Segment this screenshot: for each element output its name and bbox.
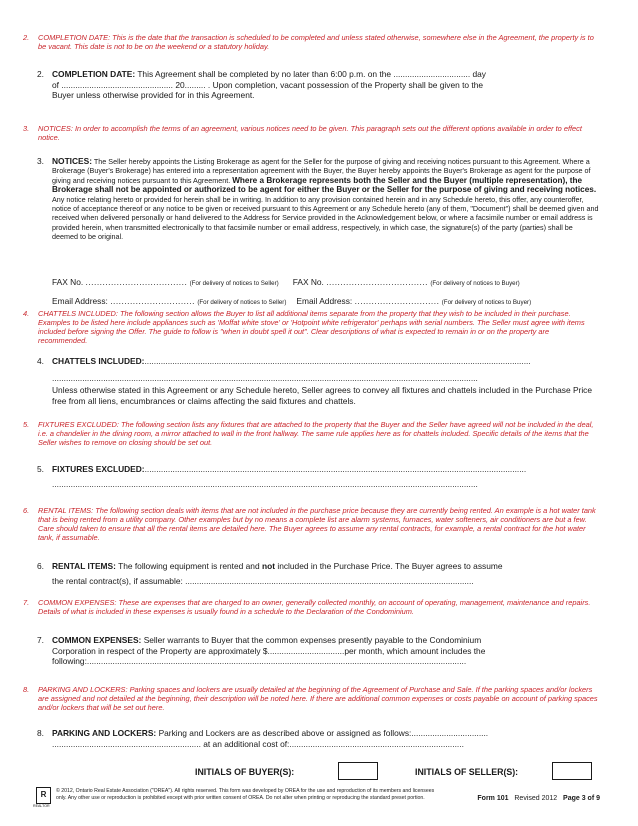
clause-line: of ................................................ 20......... . Upon completion, vacant possession of the Property shall be given to the: [52, 79, 484, 90]
clause-rental-items: [37, 561, 600, 586]
clause-number: 8.: [37, 728, 44, 738]
clause-title: FIXTURES EXCLUDED:: [52, 464, 145, 474]
note-completion-date: [23, 33, 600, 51]
clause-title: CHATTELS INCLUDED:: [52, 356, 145, 366]
clause-fixtures-excluded: [37, 464, 600, 489]
clause-title: PARKING AND LOCKERS:: [52, 728, 157, 738]
fax-label: FAX No.: [292, 277, 324, 287]
clause-line: [52, 69, 600, 80]
clause-number: 7.: [37, 635, 44, 645]
clause-chattels-included: [37, 356, 600, 406]
fax-label: FAX No.: [52, 277, 84, 287]
seller-delivery-note: (For delivery of notices to Seller): [197, 299, 287, 306]
seller-delivery-note: (For delivery of notices to Seller): [189, 280, 279, 287]
copyright-footer: [56, 788, 476, 802]
clause-text: Any notice relating hereto or provided for herein shall be in writing. In addition to any provision contained herein and in any Schedule hereto, this offer, any counteroffer, notice of acceptance thereof or any notice to be given or received pursuant to this Agreement or any Schedule hereto (any of them, "Document") shall be deemed given and received when delivered personally or hand delivered to the Address for Service provided in the Acknowledgement below, or where a facsimile number or email address is provided herein, when transmitted electronically to that facsimile number or email address, respectively, in which case, the signature(s) of the party (parties) shall be deemed to be original.: [52, 194, 599, 242]
chattels-field[interactable]: ......................................................................................................................................................................: [144, 356, 531, 366]
clause-line: [52, 356, 600, 367]
note-common-expenses: [23, 598, 600, 616]
clause-number: 2.: [37, 69, 44, 79]
note-text: COMMON EXPENSES: These are expenses that are charged to an owner, generally collected monthly, on account of operating, management, maintenance and repairs. Details of what is included in these expenses is usually found in a schedule to the Declaration of the Condominium.: [38, 598, 591, 616]
copyright-line: only. Any other use or reproduction is prohibited except with prior written consent of OREA. Do not alter when printing or reproducing the standard preset portion.: [56, 795, 425, 801]
clause-text: The following equipment is rented and: [118, 561, 260, 571]
clause-line: [52, 561, 600, 572]
form-info: [477, 795, 600, 802]
note-number: 2.: [23, 33, 30, 42]
revision-text: Revised 2012: [514, 795, 558, 802]
clause-number: 5.: [37, 464, 44, 474]
clause-bold-text: not: [261, 561, 275, 571]
buyer-email-field[interactable]: ..............................: [354, 296, 440, 306]
clause-title: COMPLETION DATE:: [52, 69, 136, 79]
seller-fax-field[interactable]: ....................................: [85, 277, 188, 287]
note-text: CHATTELS INCLUDED: The following section allows the Buyer to list all additional items separate from the property that they wish to be included in their purchase. Examples to be listed here include appliances such as 'Moffat white stove' or 'Hotpoint white refrigerator' perhaps with serial numbers. The Seller must agree with items included before signing the Offer. The guide to follow is "when in doubt spell it out". Clear descriptions of what is expected to remain in or on the property are recommended.: [38, 309, 585, 345]
note-number: 6.: [23, 506, 30, 515]
common-expense-includes-field[interactable]: following:...................................................................................................................................................................: [52, 656, 467, 667]
clause-line: [52, 464, 600, 475]
copyright-line: © 2012, Ontario Real Estate Association ("OREA"). All rights reserved. This form was developed by OREA for the use and reproduction of its members and licensees: [56, 788, 435, 794]
note-text: NOTICES: In order to accomplish the terms of an agreement, various notices need to be given. This paragraph sets out the different options available in order to effect notice.: [38, 124, 582, 142]
fixtures-field-line-2[interactable]: .......................................................................................................................................................................................: [52, 478, 478, 489]
buyer-delivery-note: (For delivery of notices to Buyer): [441, 299, 532, 306]
rental-contracts-field[interactable]: the rental contract(s), if assumable: ............................................................................................................................: [52, 575, 474, 586]
clause-text: included in the Purchase Price. The Buyer agrees to assume: [277, 561, 503, 571]
note-number: 7.: [23, 598, 30, 607]
buyer-delivery-note: (For delivery of notices to Buyer): [430, 280, 520, 287]
parking-cost-field[interactable]: ................................................................ at an additional cost of:...........................................................................: [52, 738, 464, 749]
clause-common-expenses: [37, 635, 600, 667]
chattels-field-line-2[interactable]: .......................................................................................................................................................................................: [52, 372, 478, 383]
email-row: [52, 296, 600, 309]
email-label: Email Address:: [296, 296, 353, 306]
parking-assignment-field[interactable]: Parking and Lockers are as described above or assigned as follows:.................................: [158, 728, 489, 738]
clause-number: 3.: [37, 156, 44, 166]
note-parking-lockers: [23, 685, 600, 712]
clause-text: This Agreement shall be completed by no later than 6:00 p.m. on the ................................. day: [137, 69, 486, 79]
realtor-logo-text: REALTOR: [33, 804, 50, 808]
note-text: PARKING AND LOCKERS: Parking spaces and lockers are usually detailed at the beginning of the Agreement of Purchase and Sale. If the parking spaces and/or lockers are assigned and not detailed at the beginning, their description will be noted here. If there are additional common expenses or costs payable on account of parking spaces and/or lockers that will be set out here.: [38, 685, 598, 712]
common-expense-amount-field[interactable]: Corporation in respect of the Property are approximately $.................................per month, which amount includes the: [52, 645, 486, 656]
clause-number: 6.: [37, 561, 44, 571]
clause-text: Unless otherwise stated in this Agreement or any Schedule hereto, Seller agrees to convey all fixtures and chattels included in the Purchase Price free from all liens, encumbrances or claims affecting the said fixtures and chattels.: [52, 385, 593, 406]
clause-notices: [37, 156, 600, 242]
clause-line: Buyer unless otherwise provided for in this Agreement.: [52, 90, 255, 101]
clause-line: [52, 728, 600, 739]
seller-email-field[interactable]: ..............................: [110, 296, 195, 306]
note-number: 5.: [23, 420, 30, 429]
fax-row: [52, 277, 600, 290]
email-label: Email Address:: [52, 296, 108, 306]
note-fixtures-excluded: [23, 420, 600, 447]
note-rental-items: [23, 506, 600, 542]
note-number: 4.: [23, 309, 30, 318]
clause-parking-lockers: [37, 728, 600, 749]
clause-text: Seller warrants to Buyer that the common expenses presently payable to the Condominium: [143, 635, 482, 645]
note-chattels-included: [23, 309, 600, 345]
buyer-initials-box[interactable]: [338, 762, 378, 780]
clause-completion-date: [37, 69, 600, 101]
fixtures-field[interactable]: ....................................................................................................................................................................: [144, 464, 527, 474]
buyer-fax-field[interactable]: ....................................: [326, 277, 428, 287]
clause-number: 4.: [37, 356, 44, 366]
note-text: COMPLETION DATE: This is the date that the transaction is scheduled to be completed and unless stated otherwise, somewhere else in the Agreement, the property is to be vacant. This date is not to be on the weekend or a statutory holiday.: [38, 33, 594, 51]
form-number: Form 101: [477, 795, 509, 802]
note-text: RENTAL ITEMS: The following section deals with items that are not included in the purchase price because they are currently being rented. An example is a hot water tank that is being rented from a utility company. Other examples but by no means a complete list are alarm systems, furnaces, water softeners, air conditioners are but a few. Care should taken to ensure that all the rental items are detailed here. The Buyer agrees to assume any rental contracts, for example, a rental contract for the hot water tank, if assumable.: [38, 506, 596, 542]
seller-initials-label: INITIALS OF SELLER(S):: [415, 767, 519, 777]
note-number: 8.: [23, 685, 30, 694]
clause-title: COMMON EXPENSES:: [52, 635, 142, 645]
clause-title: RENTAL ITEMS:: [52, 561, 116, 571]
page-number: Page 3 of 9: [563, 795, 600, 802]
note-text: FIXTURES EXCLUDED: The following section lists any fixtures that are attached to the property that the Buyer and the Seller have agreed will not be included in the deal, i.e. a chandelier in the dining room, a mirror attached to wall in the front hallway. The same rule applies here as for chattels included. Specific details of the items that the Seller wishes to remove on closing should be set out.: [38, 420, 594, 447]
seller-initials-box[interactable]: [552, 762, 592, 780]
buyer-initials-label: INITIALS OF BUYER(S):: [195, 767, 295, 777]
note-notices: [23, 124, 600, 142]
clause-text: The Seller hereby appoints the Listing Brokerage as agent for the Seller for the purpose of giving and receiving notices pursuant to this Agreement. Where a Brokerage (Buyer's Brokerage) has entered into a representation agreement with the Buyer, the Buyer hereby appoints the Buyer's Brokerage as agent for the purpose of giving and receiving notices pursuant to this Agreement.: [52, 157, 591, 185]
note-number: 3.: [23, 124, 30, 133]
clause-title: NOTICES:: [52, 156, 93, 166]
clause-bold-text: Where a Brokerage represents both the Seller and the Buyer (multiple representation), the Brokerage shall not be appointed or authorized to be agent for either the Buyer or the Seller for the purpose of giving and receiving notices.: [52, 175, 597, 195]
realtor-logo-icon: R: [36, 787, 51, 804]
clause-line: [52, 635, 600, 646]
